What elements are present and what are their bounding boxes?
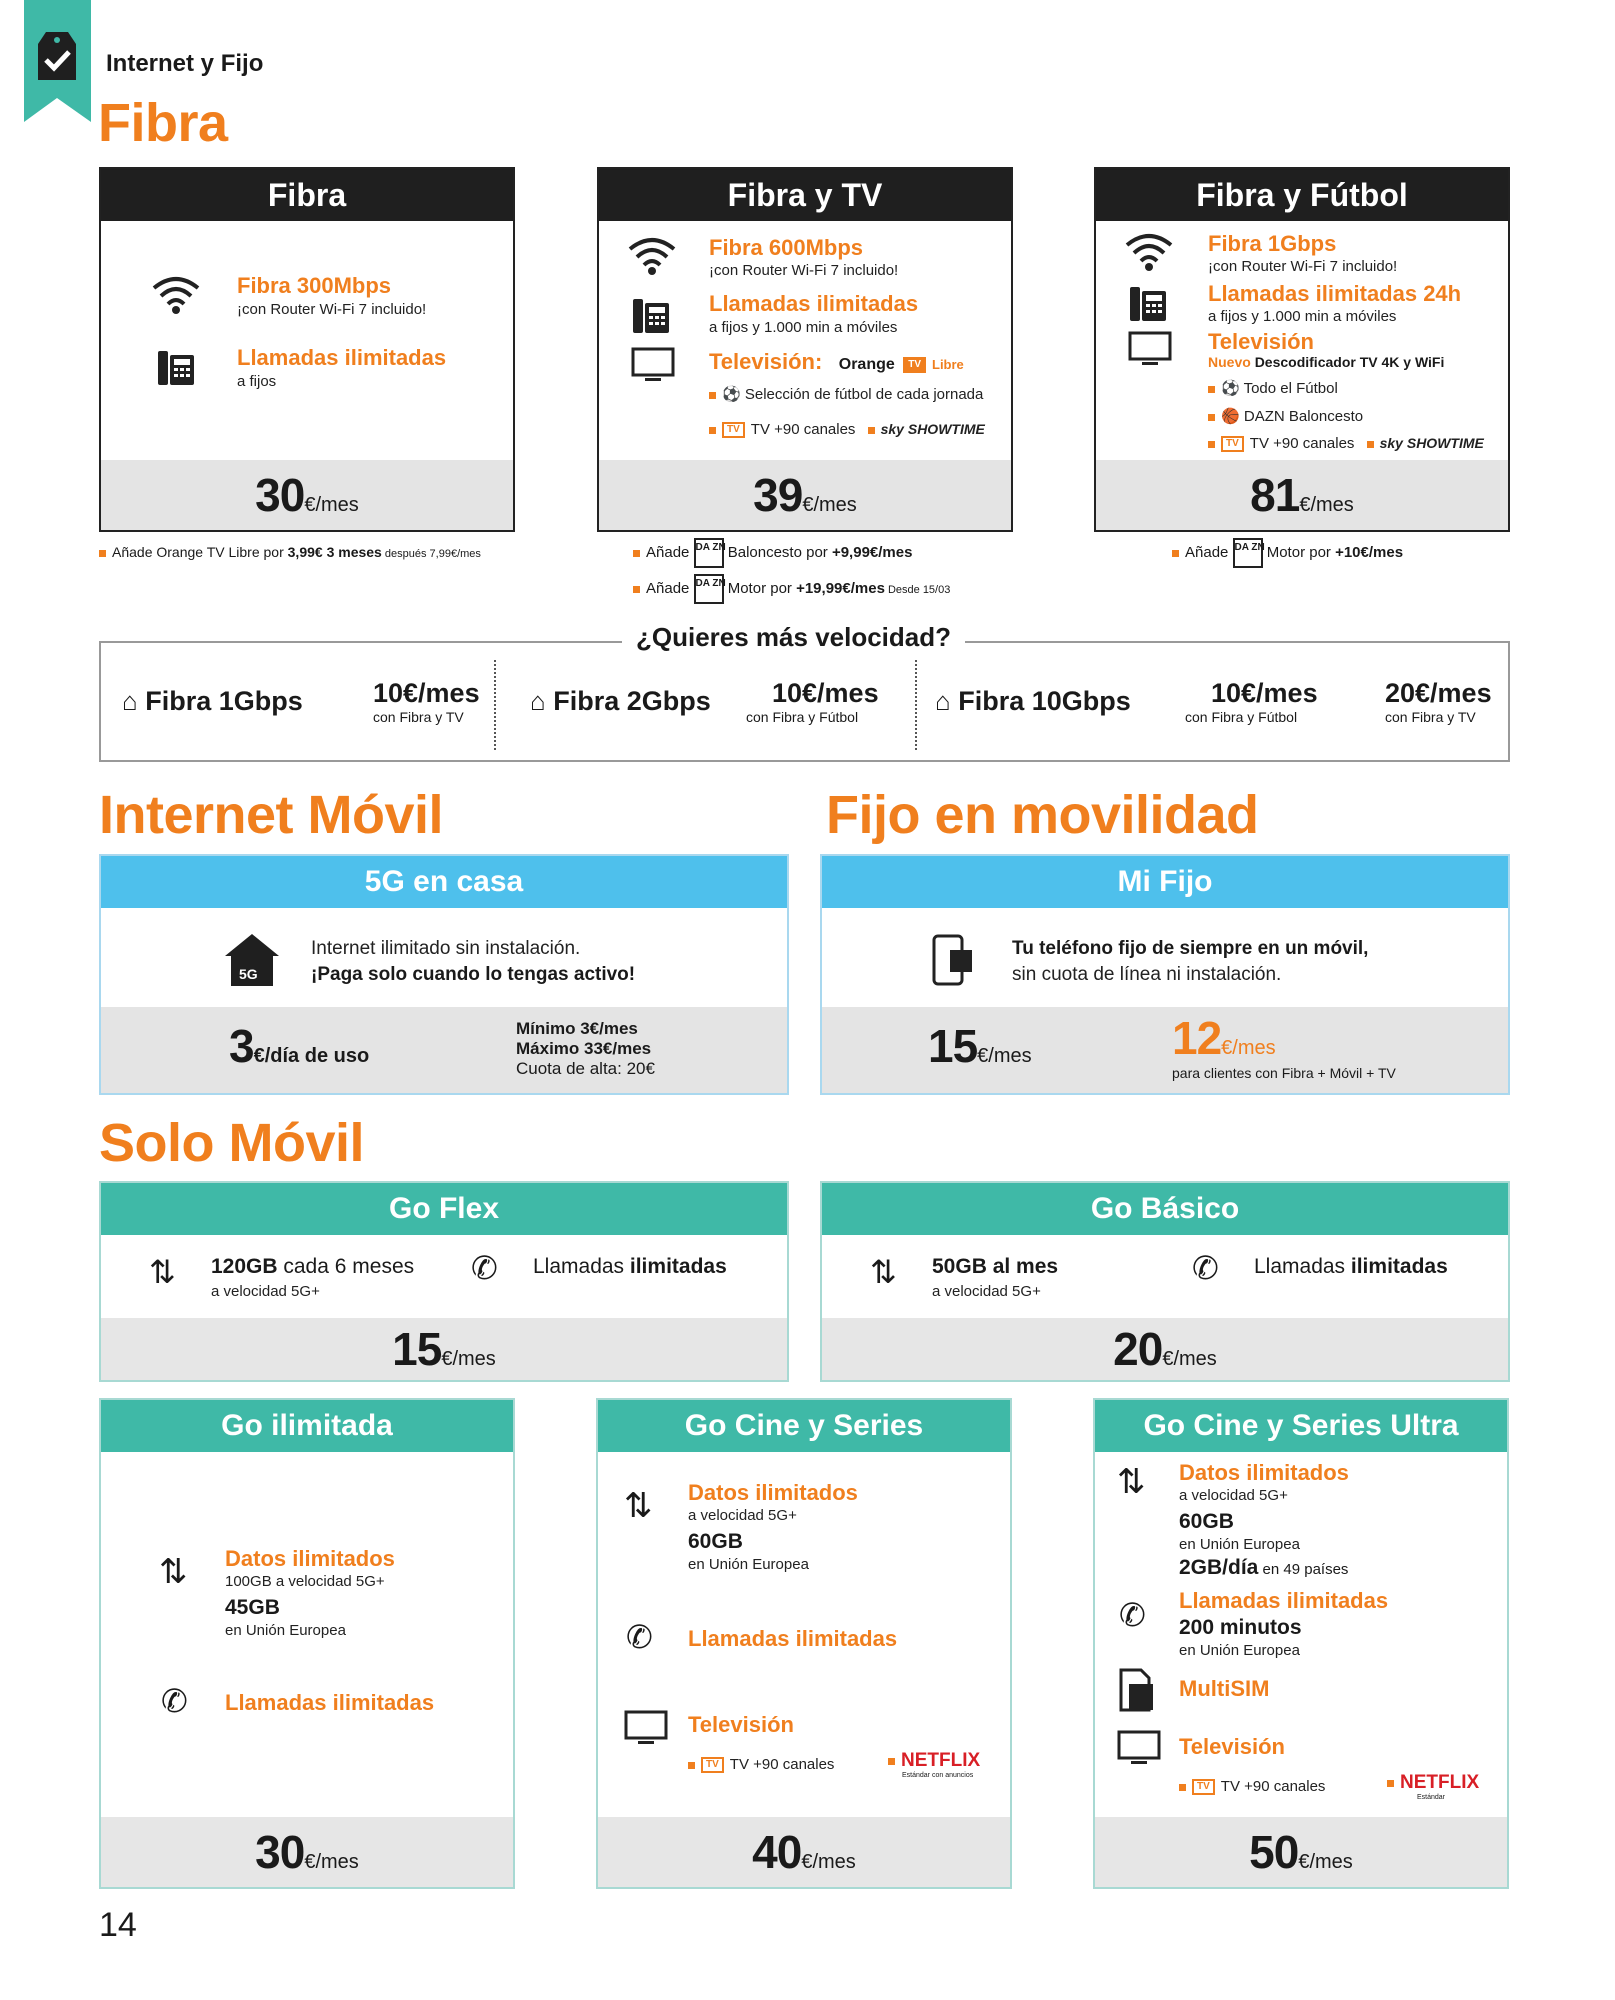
- mi-fijo-card: [820, 854, 1510, 1095]
- feature-subtitle: 100GB a velocidad 5G+: [225, 1573, 385, 1590]
- phone-handset-icon: ✆: [471, 1250, 498, 1286]
- bullet: ⚽ Selección de fútbol de cada jornada: [709, 385, 983, 403]
- wifi-icon: [627, 235, 677, 275]
- card-title: Fibra y Fútbol: [1096, 169, 1508, 221]
- card-title: Go Básico: [822, 1183, 1508, 1235]
- wifi-icon: [1124, 231, 1174, 271]
- checkmark-tag-icon: [38, 32, 76, 80]
- price-bar: 20€/mes: [822, 1318, 1508, 1380]
- feature-subtitle: en Unión Europea: [1179, 1642, 1300, 1659]
- bullet: ⚽ Todo el Fútbol: [1208, 379, 1338, 397]
- tv-badge-icon: TV: [1221, 436, 1244, 452]
- section-title: Fijo en movilidad: [826, 785, 1259, 845]
- dazn-logo-icon: DA ZN: [694, 574, 724, 604]
- price-bar: 40€/mes: [598, 1817, 1010, 1887]
- feature-title: Llamadas ilimitadas: [1179, 1588, 1389, 1613]
- tv-badge-icon: TV: [722, 422, 745, 438]
- bullet: TV TV +90 canales: [1179, 1778, 1325, 1795]
- phone-desk-icon: [1128, 283, 1168, 323]
- tv-badge-icon: TV: [1192, 1779, 1215, 1795]
- feature-title: MultiSIM: [1179, 1676, 1270, 1701]
- price-bar: 15€/mes 12€/mes para clientes con Fibra + Móvil + TV: [822, 1007, 1508, 1093]
- card-title: Go ilimitada: [101, 1400, 513, 1452]
- dazn-logo-icon: DA ZN: [694, 538, 724, 568]
- feature-title: Llamadas ilimitadas: [225, 1690, 435, 1715]
- feature-title: Llamadas ilimitadas 24h: [1208, 281, 1462, 306]
- tv-badge-icon: TV: [701, 1757, 724, 1773]
- bullet: TV TV +90 canales: [688, 1756, 834, 1773]
- phone-handset-icon: ✆: [626, 1619, 653, 1655]
- feature-title: Televisión: [1208, 329, 1314, 354]
- calls-line: Llamadas ilimitadas: [1254, 1255, 1448, 1278]
- feature-subtitle: ¡con Router Wi-Fi 7 incluido!: [1208, 258, 1398, 275]
- card-title: Go Cine y Series Ultra: [1095, 1400, 1507, 1452]
- feature-subtitle: ¡con Router Wi-Fi 7 incluido!: [709, 262, 899, 279]
- card-title: Go Flex: [101, 1183, 787, 1235]
- price-bar: 15€/mes: [101, 1318, 787, 1380]
- price-bar: 50€/mes: [1095, 1817, 1507, 1887]
- data-arrows-icon: ⇅: [870, 1254, 897, 1290]
- feature-subtitle: a fijos: [237, 373, 277, 390]
- feature-title: Datos ilimitados: [688, 1480, 858, 1505]
- card-title: Go Cine y Series: [598, 1400, 1010, 1452]
- price-bar: [1096, 460, 1508, 530]
- speed-option: ⌂ Fibra 2Gbps: [530, 686, 711, 716]
- feature-title: Fibra 1Gbps: [1208, 231, 1337, 256]
- speed-price: 20€/mes con Fibra y TV: [1385, 678, 1492, 725]
- addon-note: Añade DA ZN Baloncesto por +9,99€/mes: [633, 538, 912, 568]
- speed-option: ⌂ Fibra 1Gbps: [122, 686, 303, 716]
- go-flex-card: [99, 1181, 789, 1382]
- mobile-phone-icon: [932, 934, 976, 986]
- divider: [915, 660, 917, 750]
- price: 81€/mes: [1250, 469, 1354, 521]
- fibra-futbol-card: [1094, 167, 1510, 532]
- 5g-en-casa-card: [99, 854, 789, 1095]
- data-line: 120GB cada 6 meses: [211, 1255, 415, 1278]
- feature-subtitle: Nuevo Descodificador TV 4K y WiFi: [1208, 354, 1445, 370]
- card-title: 5G en casa: [101, 856, 787, 908]
- page-title: Fibra: [98, 93, 228, 153]
- section-title: Solo Móvil: [99, 1113, 364, 1173]
- data-arrows-icon: ⇅: [159, 1553, 188, 1591]
- price-bar: 30€/mes: [101, 1817, 513, 1887]
- data-arrows-icon: ⇅: [624, 1487, 653, 1525]
- go-ilimitada-card: [99, 1398, 515, 1889]
- card-title: Fibra: [101, 169, 513, 221]
- bullet: TV TV +90 canales sky SHOWTIME: [1208, 435, 1484, 452]
- addon-note: Añade DA ZN Motor por +10€/mes: [1172, 538, 1403, 568]
- tv-icon: [624, 1710, 668, 1746]
- speed-price: 10€/mes con Fibra y Fútbol: [1185, 678, 1318, 725]
- feature-title: 2GB/día en 49 países: [1179, 1556, 1349, 1579]
- tv-line: Televisión: Orange TV Libre: [709, 349, 964, 374]
- feature-subtitle: a velocidad 5G+: [932, 1283, 1041, 1300]
- feature-title: 60GB: [1179, 1510, 1234, 1533]
- feature-subtitle: a velocidad 5G+: [211, 1283, 320, 1300]
- section-label: Internet y Fijo: [106, 50, 264, 77]
- feature-subtitle: a fijos y 1.000 min a móviles: [709, 319, 898, 336]
- calls-line: Llamadas ilimitadas: [533, 1255, 727, 1278]
- feature-title: 200 minutos: [1179, 1616, 1302, 1639]
- section-badge: [24, 0, 91, 122]
- feature-title: Fibra 600Mbps: [709, 235, 864, 260]
- card-title: Fibra y TV: [599, 169, 1011, 221]
- go-basico-card: [820, 1181, 1510, 1382]
- feature-title: Llamadas ilimitadas: [709, 291, 919, 316]
- feature-title: Llamadas ilimitadas: [688, 1626, 898, 1651]
- data-line: 50GB al mes: [932, 1255, 1059, 1278]
- feature-title: Datos ilimitados: [225, 1546, 395, 1571]
- basketball-icon: 🏀: [1221, 408, 1240, 425]
- feature-title: 45GB: [225, 1596, 280, 1619]
- wifi-icon: [151, 274, 201, 314]
- addon-note: Añade Orange TV Libre por 3,99€ 3 meses después 7,99€/mes: [99, 544, 481, 560]
- 5g-label: 5G: [239, 966, 258, 982]
- card-text: ¡Paga solo cuando lo tengas activo!: [311, 964, 636, 985]
- soccer-ball-icon: ⚽: [1221, 380, 1240, 397]
- go-cine-series-ultra-card: [1093, 1398, 1509, 1889]
- feature-subtitle: a fijos y 1.000 min a móviles: [1208, 308, 1397, 325]
- section-title: Internet Móvil: [99, 785, 444, 845]
- dazn-logo-icon: DA ZN: [1233, 538, 1263, 568]
- phone-handset-icon: ✆: [1119, 1597, 1146, 1633]
- speed-option: ⌂ Fibra 10Gbps: [935, 686, 1131, 716]
- price-bar: 3€/día de uso Mínimo 3€/mes Máximo 33€/mes Cuota de alta: 20€: [101, 1007, 787, 1093]
- feature-title: Fibra 300Mbps: [237, 273, 392, 298]
- phone-desk-icon: [631, 295, 671, 335]
- speed-price: 10€/mes con Fibra y Fútbol: [746, 678, 879, 725]
- feature-title: Datos ilimitados: [1179, 1460, 1349, 1485]
- data-arrows-icon: ⇅: [149, 1254, 176, 1290]
- tv-icon: [1128, 331, 1172, 367]
- feature-title: Televisión: [688, 1712, 794, 1737]
- card-text: Internet ilimitado sin instalación.: [311, 938, 581, 959]
- netflix-logo: NETFLIX Estándar con anuncios: [888, 1750, 980, 1779]
- phone-handset-icon: ✆: [161, 1683, 188, 1719]
- speed-price: 10€/mes con Fibra y TV: [373, 678, 480, 725]
- feature-title: Llamadas ilimitadas: [237, 345, 447, 370]
- feature-subtitle: a velocidad 5G+: [688, 1507, 797, 1524]
- house-wifi-icon: ⌂: [122, 686, 138, 716]
- multisim-icon: [1119, 1668, 1155, 1712]
- netflix-logo: NETFLIX Estándar: [1387, 1772, 1479, 1801]
- bullet: TV TV +90 canales sky SHOWTIME: [709, 421, 985, 438]
- card-text: sin cuota de línea ni instalación.: [1012, 964, 1282, 985]
- price: 30€/mes: [255, 469, 359, 521]
- feature-subtitle: en Unión Europea: [688, 1556, 809, 1573]
- phone-handset-icon: ✆: [1192, 1250, 1219, 1286]
- price: 39€/mes: [753, 469, 857, 521]
- feature-subtitle: ¡con Router Wi-Fi 7 incluido!: [237, 301, 427, 318]
- phone-desk-icon: [156, 347, 196, 387]
- feature-subtitle: en Unión Europea: [225, 1622, 346, 1639]
- feature-title: Televisión: [1179, 1734, 1285, 1759]
- bullet: 🏀 DAZN Baloncesto: [1208, 407, 1363, 425]
- house-wifi-icon: ⌂: [530, 686, 546, 716]
- price-bar: [101, 460, 513, 530]
- addon-note: Añade DA ZN Motor por +19,99€/mes Desde 15/03: [633, 574, 950, 604]
- feature-title: 60GB: [688, 1530, 743, 1553]
- tv-icon: [1117, 1730, 1161, 1766]
- divider: [494, 660, 496, 750]
- speed-title: ¿Quieres más velocidad?: [622, 622, 965, 653]
- house-wifi-icon: ⌂: [935, 686, 951, 716]
- data-arrows-icon: ⇅: [1117, 1463, 1146, 1501]
- tv-icon: [631, 347, 675, 383]
- card-title: Mi Fijo: [822, 856, 1508, 908]
- card-text: Tu teléfono fijo de siempre en un móvil,: [1012, 938, 1369, 959]
- fibra-tv-card: [597, 167, 1013, 532]
- feature-subtitle: a velocidad 5G+: [1179, 1487, 1288, 1504]
- price-bar: [599, 460, 1011, 530]
- go-cine-series-card: [596, 1398, 1012, 1889]
- fibra-card: [99, 167, 515, 532]
- feature-subtitle: en Unión Europea: [1179, 1536, 1300, 1553]
- soccer-ball-icon: ⚽: [722, 386, 741, 403]
- page-number: 14: [99, 1906, 137, 1944]
